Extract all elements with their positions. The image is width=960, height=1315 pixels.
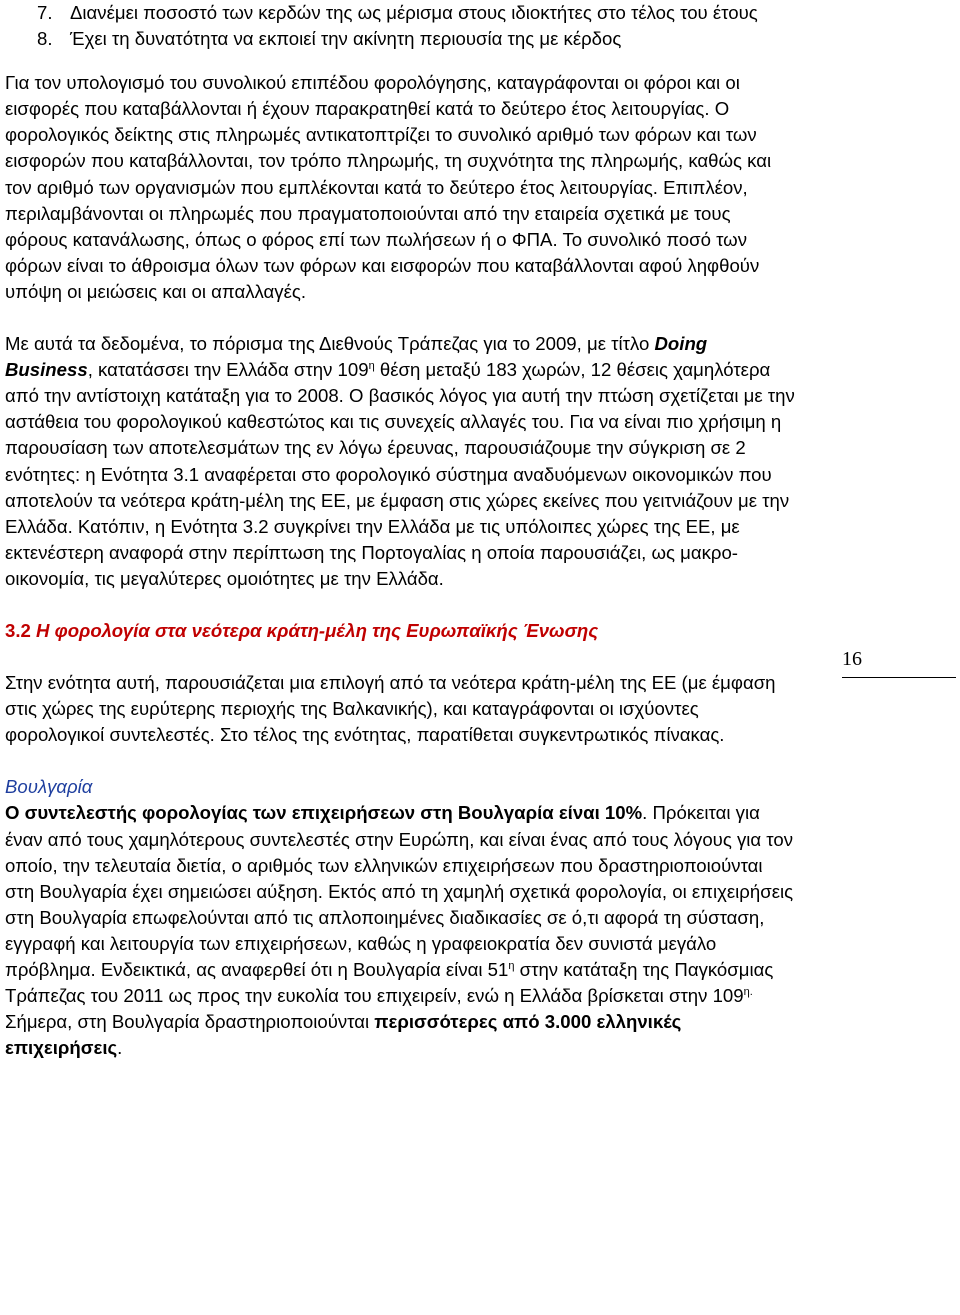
country-label-bulgaria: Βουλγαρία xyxy=(5,776,93,798)
paragraph-tax-level: Για τον υπολογισμό του συνολικού επιπέδου φορολόγησης, καταγράφονται οι φόροι και οι εισφορές που καταβάλλονται ή έχουν παρακρατηθεί κατά το δεύτερο έτος λειτουργίας. Ο φορολογικός δείκτης στις πληρωμές αντικατοπτρίζει το συνολικό αριθμό των φόρων και των εισφορών που καταβάλλονται, τον τρόπο πληρωμής, τη συχνότητα της πληρωμής, καθώς και τον αριθμό των οργανισμών που εμπλέκονται κατά το δεύτερο έτος λειτουργίας. Επιπλέον, περιλαμβάνονται οι πληρωμές που πραγματοποιούνται από την εταιρεία σχετικά με τους φόρους κατανάλωσης, όπως ο φόρος επί των πωλήσεων ή ο ΦΠΑ. Το συνολικό ποσό των φόρων είναι το άθροισμα όλων των φόρων και εισφορών που καταβάλλονται αφού ληφθούν υπόψη οι μειώσεις και οι απαλλαγές. xyxy=(5,72,772,302)
document-page xyxy=(5,0,795,1061)
text-run: , κατατάσσει την Ελλάδα στην 109 xyxy=(87,359,369,381)
paragraph-bulgaria xyxy=(5,800,795,1061)
text-run: θέση μεταξύ 183 χωρών, 12 θέσεις χαμηλότερα από την αντίστοιχη κατάταξη για το 2008. Ο βασικός λόγος για αυτή την πτώση σχετίζεται με την αστάθεια του φορολογικού καθεστώτος και τις συνεχείς αλλαγές του. Για να είναι πιο χρήσιμη η παρουσίαση των αποτελεσμάτων της εν λόγω έρευνας, παρουσιάζουμε την σύγκριση σε 2 ενότητες: η Ενότητα 3.1 αναφέρεται στο φορολογικό σύστημα αναδυόμενων οικονομικών που αποτελούν τα νεότερα κράτη-μέλη της ΕΕ, με έμφαση στις χώρες εκείνες που γειτνιάζουν με την Ελλάδα. Κατόπιν, η Ενότητα 3.2 συγκρίνει την Ελλάδα με τις υπόλοιπες χώρες της ΕΕ, με εκτενέστερη αναφορά στην περίπτωση της Πορτογαλίας η οποία παρουσιάζει, ως μακρο-οικονομία, τις μεγαλύτερες ομοιότητες με την Ελλάδα. xyxy=(5,359,795,589)
paragraph-doing-business xyxy=(5,331,795,592)
text-run: Πρόκειται για έναν από τους χαμηλότερους συντελεστές στην Ευρώπη, και είναι ένας από τους λόγους για τον οποίο, την τελευταία διετία, ο αριθμός των ελληνικών επιχειρήσεων που δραστηριοποιούνται στη Βουλγαρία έχει σημειώσει αύξηση. Εκτός από τη χαμηλή σχετικά φορολογία, οι επιχειρήσεις στη Βουλγαρία επωφελούνται από τις απλοποιημένες διαδικασίες σε ό,τι αφορά τη σύσταση, εγγραφή και λειτουργία των επιχειρήσεων, καθώς η γραφειοκρατία δεν συνιστά μεγάλο πρόβλημα. Ενδεικτικά, ας αναφερθεί ότι η Βουλγαρία είναι 51 xyxy=(5,802,794,980)
section-heading xyxy=(5,618,795,644)
section-number: 3.2 xyxy=(5,619,31,641)
report-title: Doing Business xyxy=(5,333,708,381)
text-run: Με αυτά τα δεδομένα, το πόρισμα της xyxy=(5,333,319,355)
text-run: Τράπεζας για το 2009, με τίτλο xyxy=(392,333,655,355)
text-run: Διεθνούς xyxy=(318,333,393,355)
list-item-8 xyxy=(5,26,795,52)
text-run: στην κατάταξη της Παγκόσμιας Τράπεζας του 2011 ως προς την ευκολία του επιχειρείν, ενώ η Ελλάδα βρίσκεται στην 109 xyxy=(5,959,774,1007)
superscript: η xyxy=(508,959,515,972)
list-item-7 xyxy=(5,0,795,26)
bold-statement: περισσότερες από 3.000 ελληνικές επιχειρήσεις xyxy=(5,1011,682,1059)
list-number: 7. xyxy=(37,2,53,23)
paragraph-section-intro: Στην ενότητα αυτή, παρουσιάζεται μια επιλογή από τα νεότερα κράτη-μέλη της ΕΕ (με έμφαση στις χώρες της ευρύτερης περιοχής της Βαλκανικής), και καταγράφονται οι ισχύοντες φορολογικοί συντελεστές. Στο τέλος της ενότητας, παρατίθεται συγκεντρωτικός πίνακας. xyxy=(5,672,776,746)
text-run: Σήμερα, στη Βουλγαρία δραστηριοποιούνται xyxy=(5,1011,375,1033)
bold-statement: Ο συντελεστής φορολογίας των επιχειρήσεων στη Βουλγαρία είναι 10% xyxy=(5,802,643,824)
text-run: . xyxy=(642,802,648,824)
list-text: Έχει τη δυνατότητα να εκποιεί την ακίνητη περιουσία της με κέρδος xyxy=(70,28,622,50)
section-title: Η φορολογία στα νεότερα κράτη-μέλη της Ευρωπαϊκής Ένωσης xyxy=(30,619,599,641)
list-text: Διανέμει ποσοστό των κερδών της ως μέρισμα στους ιδιοκτήτες στο τέλος του έτους xyxy=(70,2,758,23)
superscript: η xyxy=(368,359,375,372)
text-run: . xyxy=(117,1037,123,1059)
list-number: 8. xyxy=(37,28,53,50)
page-number: 16 xyxy=(842,648,956,678)
superscript: η. xyxy=(743,985,753,998)
